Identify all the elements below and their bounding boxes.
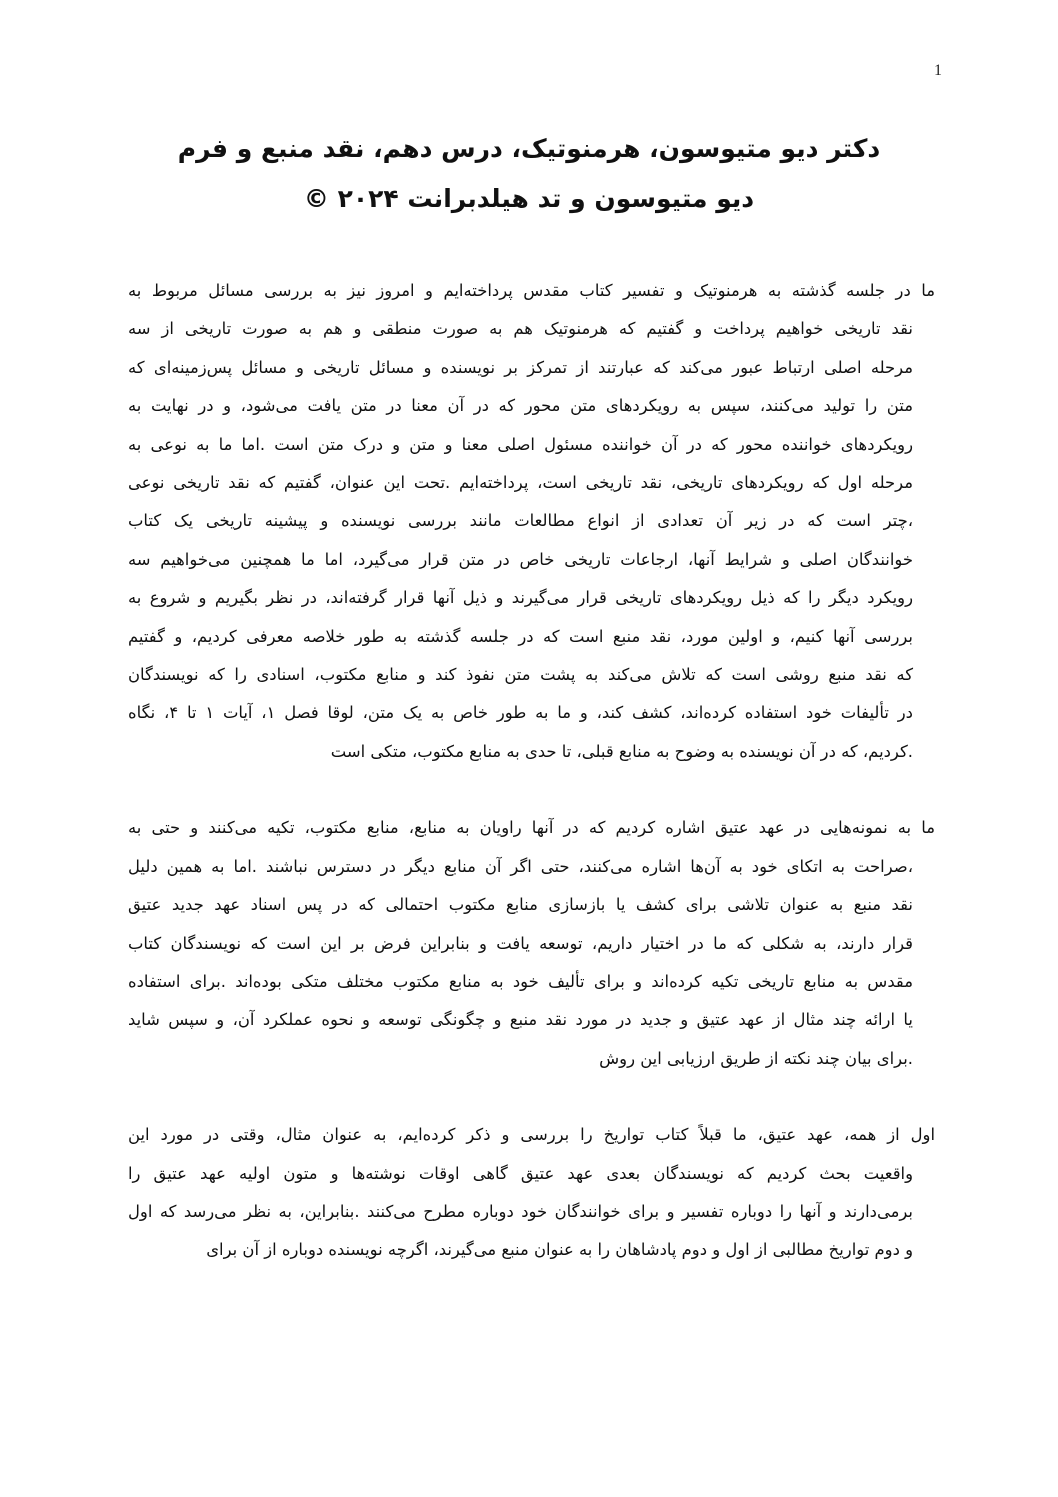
paragraph-line: واقعیت بحث کردیم که نویسندگان بعدی عهد عتیق گاهی اوقات نوشته‌ها و متون اولیه عهد عتیق را	[128, 1163, 913, 1183]
paragraph-line: .برای بیان چند نکته از طریق ارزیابی این روش	[599, 1048, 913, 1068]
paragraph-line: که نقد منبع روشی است که تلاش می‌کند به پشت متن نفوذ کند و منابع مکتوب، اسنادی را که نویسندگان	[128, 665, 913, 685]
paragraph-line: متن را تولید می‌کنند، سپس به رویکردهای متن محور که در آن معنا در متن یافت می‌شود، و در نهایت به	[128, 396, 913, 416]
paragraph-line: نقد تاریخی خواهیم پرداخت و گفتیم که هرمنوتیک هم به صورت منطقی و هم به صورت تاریخی از سه	[128, 319, 913, 339]
paragraph-line: .کردیم، که در آن نویسنده به وضوح به منابع قبلی، تا حدی به منابع مکتوب، متکی است	[330, 741, 913, 761]
paragraph-line: نقد منبع به عنوان تلاشی برای کشف یا بازسازی منابع مکتوب احتمالی که در پس اسناد عهد جدید عتیق	[128, 895, 913, 915]
page-number: 1	[934, 62, 942, 79]
paragraph-line: مرحله اصلی ارتباط عبور می‌کند که عبارتند از تمرکز بر نویسنده و مسائل تاریخی و مسائل پس‌زمینه‌ای که	[128, 357, 913, 377]
paragraph-line: خوانندگان اصلی و شرایط آنها، ارجاعات تاریخی خاص در متن قرار می‌گیرد، اما ما همچنین می‌خواهیم سه	[128, 549, 913, 569]
paragraph-line: یا ارائه چند مثال از عهد عتیق و جدید در مورد نقد منبع و چگونگی توسعه و نحوه عملکرد آن، و سپس شاید	[128, 1010, 913, 1030]
paragraph	[128, 272, 935, 771]
paragraph-line: اول از همه، عهد عتیق، ما قبلاً کتاب تواریخ را بررسی و ذکر کرده‌ایم، به عنوان مثال، وقتی در مورد این	[128, 1125, 935, 1145]
paragraph-line: ما به نمونه‌هایی در عهد عتیق اشاره کردیم که در آنها راویان به منابع، منابع مکتوب، تکیه می‌کنند و حتی به	[128, 818, 935, 838]
paragraph-line: مقدس به منابع تاریخی تکیه کرده‌اند و برای تألیف خود به منابع مکتوب مختلف متکی بوده‌اند .برای استفاده	[128, 971, 913, 991]
paragraph	[128, 1116, 935, 1270]
paragraph-line: برمی‌دارند و آنها را دوباره تفسیر و برای خوانندگان خود دوباره مطرح می‌کنند .بنابراین، به نظر می‌رسد که اول	[128, 1201, 913, 1221]
paragraph-line: قرار دارند، به شکلی که ما در اختیار داریم، توسعه یافت و بنابراین فرض بر این است که نویسندگان کتاب	[128, 933, 913, 953]
paragraph-line: رویکرد دیگر را که ذیل رویکردهای تاریخی قرار می‌گیرند و ذیل آنها قرار گرفته‌اند، در نظر بگیریم و شروع به	[128, 588, 913, 608]
paragraph-line: رویکردهای خواننده محور که در آن خواننده مسئول اصلی معنا و متن و درک متن است .اما ما به نوعی به	[128, 434, 913, 454]
paragraph-line: مرحله اول که رویکردهای تاریخی، نقد تاریخی است، پرداخته‌ایم .تحت این عنوان، گفتیم که نقد تاریخی نوعی	[128, 473, 913, 493]
paragraph-line: ما در جلسه گذشته به هرمنوتیک و تفسیر کتاب مقدس پرداخته‌ایم و امروز نیز به بررسی مسائل مربوط به	[128, 281, 935, 300]
paragraph-line: و دوم تواریخ مطالبی از اول و دوم پادشاهان را به عنوان منبع می‌گیرند، اگرچه نویسنده دوباره از آن برای	[206, 1240, 913, 1260]
paragraph-line: بررسی آنها کنیم، و اولین مورد، نقد منبع است که در جلسه گذشته به طور خلاصه معرفی کردیم، و گفتیم	[128, 626, 913, 646]
document-body	[128, 272, 935, 1308]
paragraph-line: در تألیفات خود استفاده کرده‌اند، کشف کند، و ما به طور خاص به یک متن، لوقا فصل ۱، آیات ۱ تا ۴، نگاه	[128, 703, 913, 723]
title-line-2: دیو متیوسون و تد هیلدبرانت ۲۰۲۴ ©	[303, 184, 755, 213]
paragraph	[128, 809, 935, 1078]
paragraph-line: ،صراحت به اتکای خود به آن‌ها اشاره می‌کنند، حتی اگر آن منابع دیگر در دسترس نباشند .اما به همین دلیل	[128, 856, 913, 876]
document-title	[120, 124, 938, 224]
paragraph-line: ،چتر است که در زیر آن تعدادی از انواع مطالعات مانند بررسی نویسنده و پیشینه تاریخی یک کتاب	[128, 511, 913, 531]
title-line-1: دکتر دیو متیوسون، هرمنوتیک، درس دهم، نقد منبع و فرم	[177, 134, 881, 163]
